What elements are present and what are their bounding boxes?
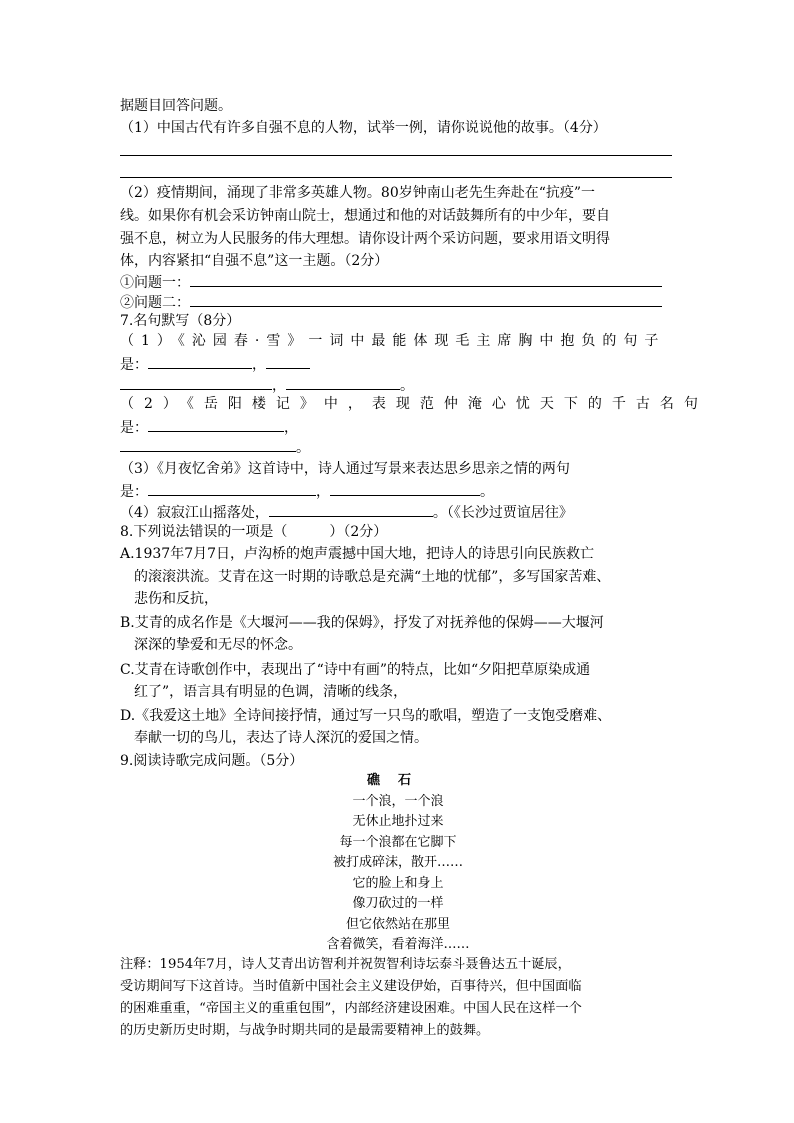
question-two-label: ②问题二： (120, 295, 190, 311)
q8-line: B.艾青的成名作是《大堰河——我的保姆》，抒发了对抚养他的保姆——大堰河 (120, 615, 604, 631)
q7-s3-prompt: （3）《月夜忆舍弟》这首诗中，诗人通过写景来表达思乡思亲之情的两句 (120, 461, 570, 477)
poem-line: 像刀砍过的一样 (352, 896, 444, 911)
q8-title: 8.下列说法错误的一项是（ ）（2分） (120, 524, 388, 540)
q7-s2-label: 是： (120, 420, 148, 436)
q7-s2-blank[interactable] (120, 436, 296, 452)
q6-part2-line: 强不息，树立为人民服务的伟大理想。请你设计两个采访问题，要求用语文明得 (120, 231, 610, 247)
q7-s2-blank[interactable] (148, 416, 284, 432)
q7-s4-row (120, 501, 573, 521)
comma: ， (272, 378, 286, 394)
q7-s4-blank[interactable] (269, 501, 433, 517)
question-one-label: ①问题一： (120, 275, 190, 291)
q7-s1-prompt: （1）《沁园春·雪》一词中最能体现毛主席胸中抱负的句子 (120, 333, 666, 349)
q7-s1-row (120, 353, 310, 373)
q6-part1: （1）中国古代有许多自强不息的人物，试举一例，请你说说他的故事。（4分） (120, 120, 607, 136)
q7-s1-row2 (120, 374, 414, 394)
period: 。 (296, 440, 310, 456)
q6-part2-line: （2）疫情期间，涌现了非常多英雄人物。80岁钟南山老先生奔赴在“抗疫”一 (120, 185, 596, 201)
poem-note-line: 注释：1954年7月，诗人艾青出访智利并祝贺智利诗坛泰斗聂鲁达五十诞辰， (120, 957, 571, 972)
q7-s1-blank[interactable] (120, 374, 272, 390)
question-two-blank[interactable] (190, 291, 662, 307)
question-one-blank[interactable] (190, 271, 662, 287)
poem-line: 一个浪，一个浪 (352, 794, 444, 809)
poem-line: 但它依然站在那里 (345, 917, 450, 932)
q6-part2-line: 体，内容紧扣“自强不息”这一主题。（2分） (120, 253, 389, 269)
poem-line: 每一个浪都在它脚下 (339, 835, 457, 850)
poem-note-line: 的历史新历史时期，与战争时期共同的是最需要精神上的鼓舞。 (120, 1023, 490, 1038)
q7-s4-source: 。（《长沙过贾谊居往》 (432, 505, 573, 521)
answer-line[interactable] (120, 155, 672, 156)
poem-line: 它的脸上和身上 (352, 876, 444, 891)
comma: ， (316, 484, 330, 500)
question-two-row (120, 291, 662, 311)
poem-note-line: 受访期间写下这首诗。当时值新中国社会主义建设伊始，百事待兴，但中国面临 (120, 979, 582, 994)
poem-line: 无休止地扑过来 (352, 814, 444, 829)
q7-s1-blank[interactable] (266, 353, 310, 369)
poem-line: 含着微笑，看着海洋…… (326, 937, 470, 952)
q7-s1-blank[interactable] (286, 374, 400, 390)
q7-s1-label: 是： (120, 357, 148, 373)
q7-s3-row (120, 480, 494, 500)
q8-line: D.《我爱这土地》全诗间接抒情，通过写一只鸟的歌唱，塑造了一支饱受磨难、 (120, 708, 612, 724)
period: 。 (400, 378, 414, 394)
q7-s3-label: 是： (120, 484, 148, 500)
poem-note-line: 的困难重重，“帝国主义的重重包围”，内部经济建设困难。中国人民在这样一个 (120, 1001, 582, 1016)
comma: ， (284, 420, 298, 436)
q9-title: 9.阅读诗歌完成问题。（5分） (120, 753, 304, 769)
q6-part2-line: 线。如果你有机会采访钟南山院士，想通过和他的对话鼓舞所有的中少年，要自 (120, 208, 610, 224)
q7-s3-blank[interactable] (148, 480, 316, 496)
q7-s2-row2 (120, 436, 310, 456)
intro-text: 据题目回答问题。 (120, 98, 232, 114)
q7-s1-blank[interactable] (148, 353, 252, 369)
q7-s4-prompt: （4）寂寂江山摇落处， (120, 505, 269, 521)
q8-line: 奉献一切的鸟儿，表达了诗人深沉的爱国之情。 (120, 730, 428, 746)
question-one-row (120, 271, 662, 291)
q8-line: 红了”，语言具有明显的色调，清晰的线条， (120, 684, 408, 700)
comma: ， (252, 357, 266, 373)
q7-s2-row (120, 416, 298, 436)
answer-line[interactable] (120, 177, 672, 178)
q7-title: 7.名句默写（8分） (120, 313, 241, 329)
poem-line: 被打成碎沫，散开…… (332, 855, 463, 870)
q8-line: C.艾青在诗歌创作中，表现出了“诗中有画”的特点，比如“夕阳把草原染成通 (120, 662, 591, 678)
q7-s2-prompt: （2）《岳阳楼记》中，表现范仲淹心忧天下的千古名句 (120, 396, 708, 412)
period: 。 (480, 484, 494, 500)
q8-line: 悲伤和反抗， (120, 591, 218, 607)
q7-s3-blank[interactable] (330, 480, 480, 496)
q8-line: A.1937年7月7日，卢沟桥的炮声震撼中国大地，把诗人的诗思引向民族救亡 (120, 546, 595, 562)
q8-line: 深深的挚爱和无尽的怀念。 (120, 637, 302, 653)
q8-line: 的滚滚洪流。艾青在这一时期的诗歌总是充满“土地的忧郁”，多写国家苦难、 (120, 569, 611, 585)
poem-title: 礁石 (366, 773, 429, 788)
